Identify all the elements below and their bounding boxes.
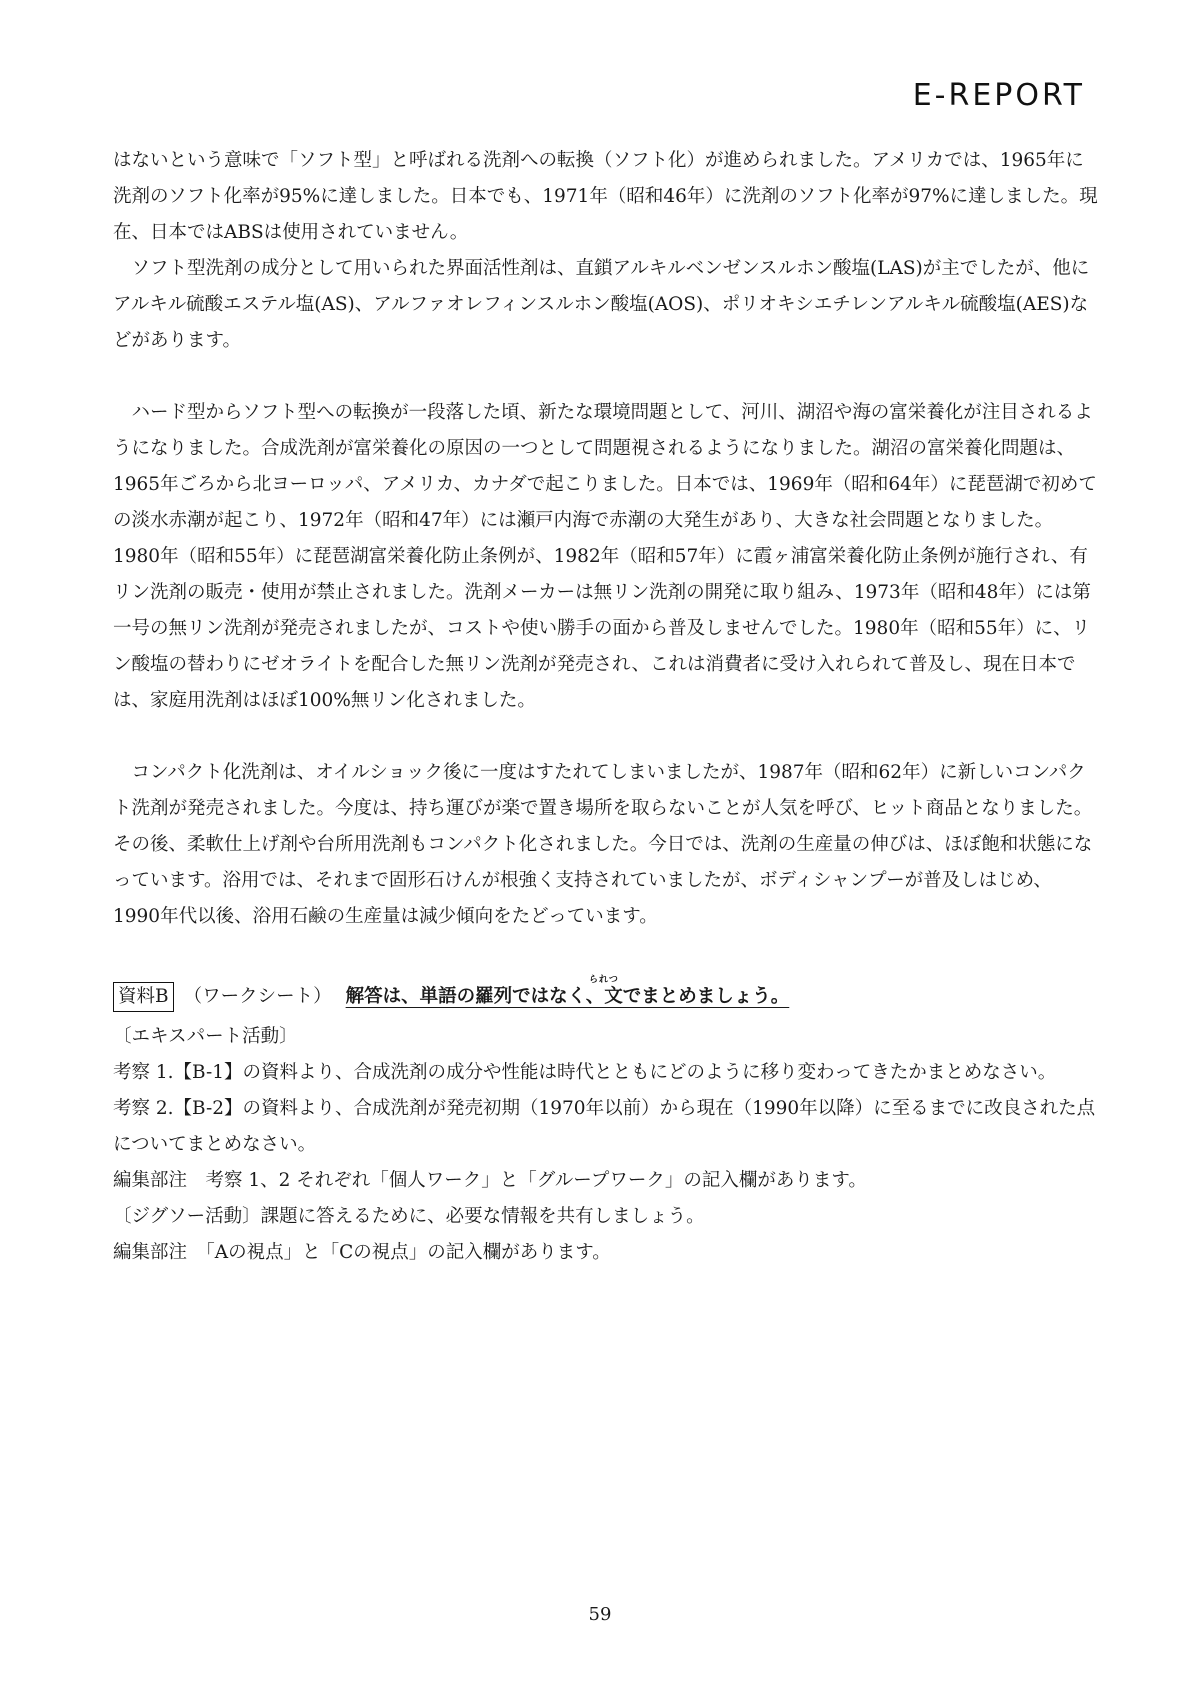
worksheet-instruction: 解答は、単語の羅列ではなく、文でまとめましょう。 [345, 986, 790, 1007]
worksheet-type-label: （ワークシート） [183, 986, 332, 1007]
question-1: 考察 1.【B-1】の資料より、合成洗剤の成分や性能は時代とともにどのように移り変わってきたかまとめなさい。 [113, 1062, 1057, 1083]
page-number: 59 [588, 1604, 612, 1625]
spacer [113, 359, 1098, 395]
paragraph-eutrophication: ハード型からソフト型への転換が一段落した頃、新たな環境問題として、河川、湖沼や海の富栄養化が注目されるようになりました。合成洗剤が富栄養化の原因の一つとして問題視されるようになりました。湖沼の富栄養化問題は、1965年ごろから北ヨーロッパ、アメリカ、カナダで起こりました。日本では、1969年（昭和64年）に琵琶湖で初めての淡水赤潮が起こり、1972年（昭和47年）には瀬戸内海で赤潮の大発生があり、大きな社会問題となりました。1980年（昭和55年）に琵琶湖富栄養化防止条例が、1982年（昭和57年）に霞ヶ浦富栄養化防止条例が施行され、有リン洗剤の販売・使用が禁止されました。洗剤メーカーは無リン洗剤の開発に取り組み、1973年（昭和48年）には第一号の無リン洗剤が発売されましたが、コストや使い勝手の面から普及しませんでした。1980年（昭和55年）に、リン酸塩の替わりにゼオライトを配合した無リン洗剤が発売され、これは消費者に受け入れられて普及し、現在日本では、家庭用洗剤はほぼ100%無リン化されました。 [113, 402, 1097, 711]
ruby-annotation: られつ [589, 975, 619, 985]
document-body [113, 143, 1098, 1271]
header-title: E-REPORT [912, 78, 1085, 113]
paragraph-soft-conversion: はないという意味で「ソフト型」と呼ばれる洗剤への転換（ソフト化）が進められました。アメリカでは、1965年に洗剤のソフト化率が95%に達しました。日本でも、1971年（昭和46年）に洗剤のソフト化率が97%に達しました。現在、日本ではABSは使用されていません。 [113, 150, 1098, 243]
spacer [113, 935, 1098, 979]
jigsaw-activity-label: 〔ジグソー活動〕課題に答えるために、必要な情報を共有しましょう。 [113, 1206, 705, 1227]
editor-note-2: 編集部注 「Aの視点」と「Cの視点」の記入欄があります。 [113, 1242, 611, 1263]
spacer [113, 719, 1098, 755]
paragraph-surfactants: ソフト型洗剤の成分として用いられた界面活性剤は、直鎖アルキルベンゼンスルホン酸塩(LAS)が主でしたが、他にアルキル硫酸エステル塩(AS)、アルファオレフィンスルホン酸塩(AOS)、ポリオキシエチレンアルキル硫酸塩(AES)などがあります。 [113, 258, 1090, 351]
worksheet-heading [113, 975, 1098, 1015]
paragraph-compact-detergent: コンパクト化洗剤は、オイルショック後に一度はすたれてしまいましたが、1987年（昭和62年）に新しいコンパクト洗剤が発売されました。今度は、持ち運びが楽で置き場所を取らないことが人気を呼び、ヒット商品となりました。その後、柔軟仕上げ剤や台所用洗剤もコンパクト化されました。今日では、洗剤の生産量の伸びは、ほぼ飽和状態になっています。浴用では、それまで固形石けんが根強く支持されていましたが、ボディシャンプーが普及しはじめ、1990年代以後、浴用石鹸の生産量は減少傾向をたどっています。 [113, 762, 1093, 927]
expert-activity-label: 〔エキスパート活動〕 [113, 1026, 298, 1047]
material-b-label: 資料B [113, 982, 174, 1012]
question-2: 考察 2.【B-2】の資料より、合成洗剤が発売初期（1970年以前）から現在（1990年以降）に至るまでに改良された点についてまとめなさい。 [113, 1098, 1096, 1155]
editor-note-1: 編集部注 考察 1、2 それぞれ「個人ワーク」と「グループワーク」の記入欄があります。 [113, 1170, 867, 1191]
